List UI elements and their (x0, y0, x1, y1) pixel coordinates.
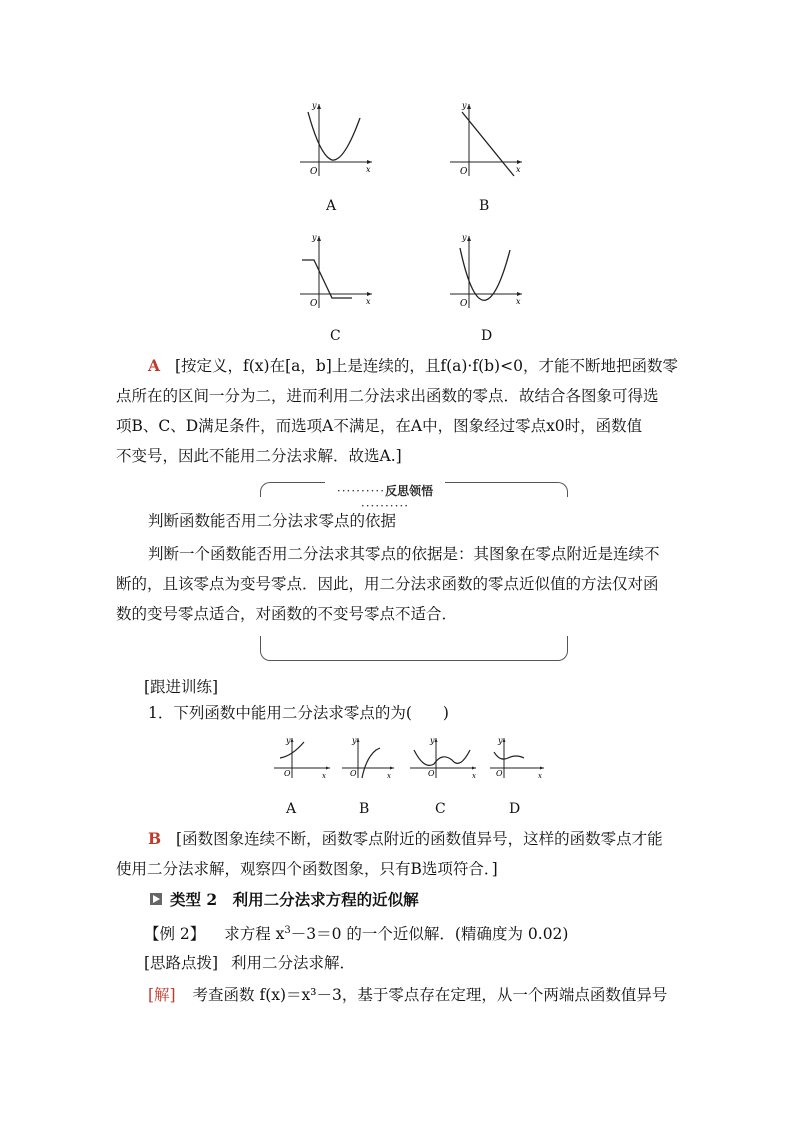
solution: [解] 考查函数 f(x)＝x³－3，基于零点存在定理，从一个两端点函数值异号 (148, 986, 668, 1004)
svg-text:y: y (286, 736, 291, 745)
svg-text:y: y (462, 101, 467, 110)
graph-label-a: A (326, 198, 337, 214)
graph-a (296, 98, 376, 180)
reflection-line3: 数的变号零点适合，对函数的不变号零点不适合． (116, 605, 458, 623)
svg-text:y: y (312, 101, 317, 110)
training-label: [跟进训练] (144, 678, 219, 696)
training-question: 1．下列函数中能用二分法求零点的为( ) (148, 704, 449, 722)
svg-text:O: O (310, 167, 318, 177)
svg-text:O: O (460, 167, 468, 177)
graph-label-d: D (481, 328, 493, 344)
svg-text:x: x (322, 772, 326, 780)
svg-text:O: O (460, 299, 468, 309)
choice-label-a: A (286, 801, 297, 817)
choice-label-c: C (435, 801, 446, 817)
answer1-line1: A [按定义，f(x)在[a，b]上是连续的，且f(a)·f(b)<0，才能不断地把函数零 (148, 356, 678, 375)
solution-label: [解] (148, 986, 176, 1004)
answer2-line1: B [函数图象连续不断，函数零点附近的函数值异号，这样的函数零点才能 (148, 829, 663, 848)
answer1-letter: A (148, 356, 161, 375)
reflection-line1: 判断一个函数能否用二分法求其零点的依据是：其图象在零点附近是连续不 (148, 545, 660, 563)
svg-text:x: x (538, 772, 542, 780)
choice-graph-c (408, 734, 482, 780)
svg-text:O: O (496, 769, 503, 778)
answer2-line2: 使用二分法求解，观察四个函数图象，只有B选项符合．] (116, 860, 498, 878)
answer1-line4: 不变号，因此不能用二分法求解．故选A.] (116, 447, 402, 465)
svg-text:x: x (516, 165, 521, 174)
svg-text:x: x (366, 297, 371, 306)
reflection-heading: 判断函数能否用二分法求零点的依据 (148, 512, 397, 530)
answer1-line3: 项B、C、D满足条件，而选项A不满足，在A中，图象经过零点x0时，函数值 (116, 417, 643, 435)
reflection-title: ··········反思领悟·········· (325, 482, 445, 513)
svg-text:O: O (310, 299, 318, 309)
graph-d (446, 230, 528, 312)
reflection-box-bottom (260, 636, 568, 661)
graph-b (446, 98, 528, 180)
svg-text:O: O (428, 769, 435, 778)
choice-graph-a (272, 734, 336, 780)
graph-label-c: C (330, 328, 341, 344)
choice-label-d: D (509, 801, 521, 817)
svg-text:O: O (284, 769, 291, 778)
svg-text:y: y (462, 233, 467, 242)
answer1-line2: 点所在的区间一分为二，进而利用二分法求出函数的零点．故结合各图象可得选 (116, 387, 659, 405)
graph-label-b: B (479, 198, 490, 214)
svg-text:x: x (366, 165, 371, 174)
svg-text:O: O (350, 769, 357, 778)
svg-text:y: y (312, 233, 317, 242)
choice-graph-b (340, 734, 400, 780)
svg-text:y: y (498, 736, 503, 745)
hint-label: [思路点拨] (144, 954, 219, 972)
svg-text:x: x (516, 297, 521, 306)
hint: [思路点拨] 利用二分法求解． (144, 954, 356, 972)
type2-title: 类型 2 利用二分法求方程的近似解 (170, 890, 419, 909)
answer2-letter: B (148, 829, 162, 848)
choice-label-b: B (359, 801, 370, 817)
example2-label: 【例 2】 (144, 925, 206, 944)
example2: 【例 2】 求方程 $x^3-3=0$ 的一个近似解．(精确度为 0.02) (144, 925, 569, 944)
graph-c (296, 230, 376, 312)
svg-text:x: x (472, 772, 476, 780)
section-marker-icon (150, 893, 162, 905)
svg-text:y: y (430, 736, 435, 745)
reflection-line2: 断的，且该零点为变号零点．因此，用二分法求函数的零点近似值的方法仅对函 (116, 575, 659, 593)
choice-graph-d (488, 734, 548, 780)
svg-text:x: x (387, 772, 391, 780)
svg-text:y: y (352, 736, 357, 745)
